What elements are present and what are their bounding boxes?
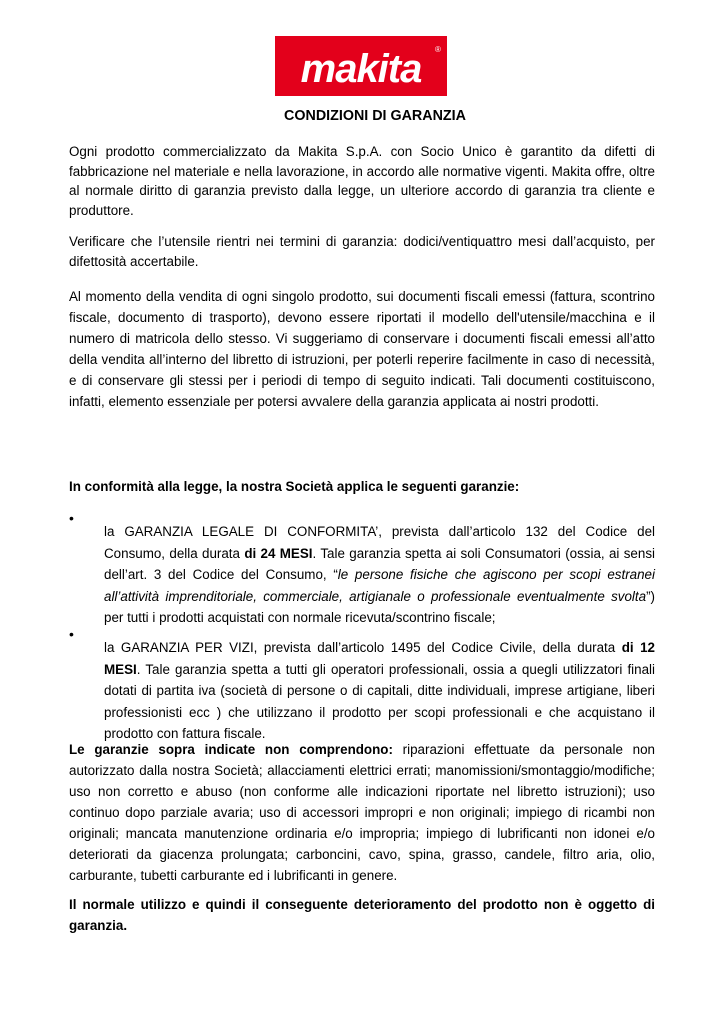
consumer-definition: le persone fisiche che agiscono per scopi estranei all’attività imprenditoriale, commerciale, artigianale o professionale eventualmente svolta	[104, 567, 655, 604]
page-title: CONDIZIONI DI GARANZIA	[284, 108, 466, 124]
logo-wordmark: makita	[300, 47, 422, 91]
bullet-2: •	[69, 626, 74, 642]
legal-duration: di 24 MESI	[244, 545, 313, 561]
makita-logo	[275, 36, 447, 96]
exclusions-paragraph: Le garanzie sopra indicate non comprendono: riparazioni effettuate da personale non autorizzato dalla nostra Società; allacciamenti elettrici errati; manomissioni/smontaggio/modifiche; uso non corretto e abuso (non conforme alle indicazioni riportate nel libretto istruzioni); uso continuo dopo parziale avaria; uso di accessori impropri e non originali; impiego di ricambi non originali; mancata manutenzione ordinaria e/o impropria; impiego di lubrificanti non idonei e/o deteriorati da giacenza prolungata; carboncini, cavo, spina, grasso, candele, filtro aria, olio, carburante, tubetti carburante ed i lubrificanti in genere.	[69, 742, 655, 883]
conformity-heading: In conformità alla legge, la nostra Società applica le seguenti garanzie:	[69, 479, 520, 494]
intro-paragraph: Ogni prodotto commercializzato da Makita S.p.A. con Socio Unico è garantito da difetti di fabbricazione nel materiale e nella lavorazione, in accordo alle normative vigenti. Makita offre, oltre al normale diritto di garanzia previsto dalla legge, un ulteriore accordo di garanzia tra cliente e produttore.	[69, 144, 655, 218]
exclusions-label: Le garanzie sopra indicate non comprendono:	[69, 742, 393, 757]
sale-paragraph: Al momento della vendita di ogni singolo prodotto, sui documenti fiscali emessi (fattura, scontrino fiscale, documento di trasporto), devono essere riportati il modello dell'utensile/macchina e il numero di matricola dello stesso. Vi suggeriamo di conservare i documenti fiscali emessi all’atto della vendita all’interno del libretto di istruzioni, per poterli reperire facilmente in caso di necessità, e di conservare gli stessi per i periodi di tempo di seguito indicati. Tali documenti costituiscono, infatti, elemento essenziale per potersi avvalere della garanzia applicata ai nostri prodotti.	[69, 289, 655, 409]
defects-duration: di 12 MESI	[104, 640, 656, 677]
final-note: Il normale utilizzo e quindi il conseguente deterioramento del prodotto non è oggetto di garanzia.	[69, 897, 655, 933]
list-item-legal-conformity: la GARANZIA LEGALE DI CONFORMITA’, prevista dall’articolo 132 del Codice del Consumo, della durata di 24 MESI. Tale garanzia spetta ai soli Consumatori (ossia, ai sensi dell’art. 3 del Codice del Consumo, “le persone fisiche che agiscono per scopi estranei all’attività imprenditoriale, commerciale, artigianale o professionale eventualmente svolta”) per tutti i prodotti acquistati con normale ricevuta/scontrino fiscale;	[104, 524, 656, 626]
verify-paragraph: Verificare che l’utensile rientri nei termini di garanzia: dodici/ventiquattro mesi dall’acquisto, per difettosità accertabile.	[69, 234, 655, 269]
bullet-1: •	[69, 510, 74, 526]
registered-mark: ®	[435, 45, 441, 54]
list-item-defects: la GARANZIA PER VIZI, prevista dall’articolo 1495 del Codice Civile, della durata di 12 MESI. Tale garanzia spetta a tutti gli operatori professionali, ossia a quegli utilizzatori finali dotati di partita iva (società di persone o di capitali, ditte individuali, imprese artigiane, liberi professionisti ecc ) che utilizzano il prodotto per scopi professionali e che acquistano il prodotto con fattura fiscale.	[104, 640, 656, 742]
makita-logo-graphic	[275, 36, 447, 96]
